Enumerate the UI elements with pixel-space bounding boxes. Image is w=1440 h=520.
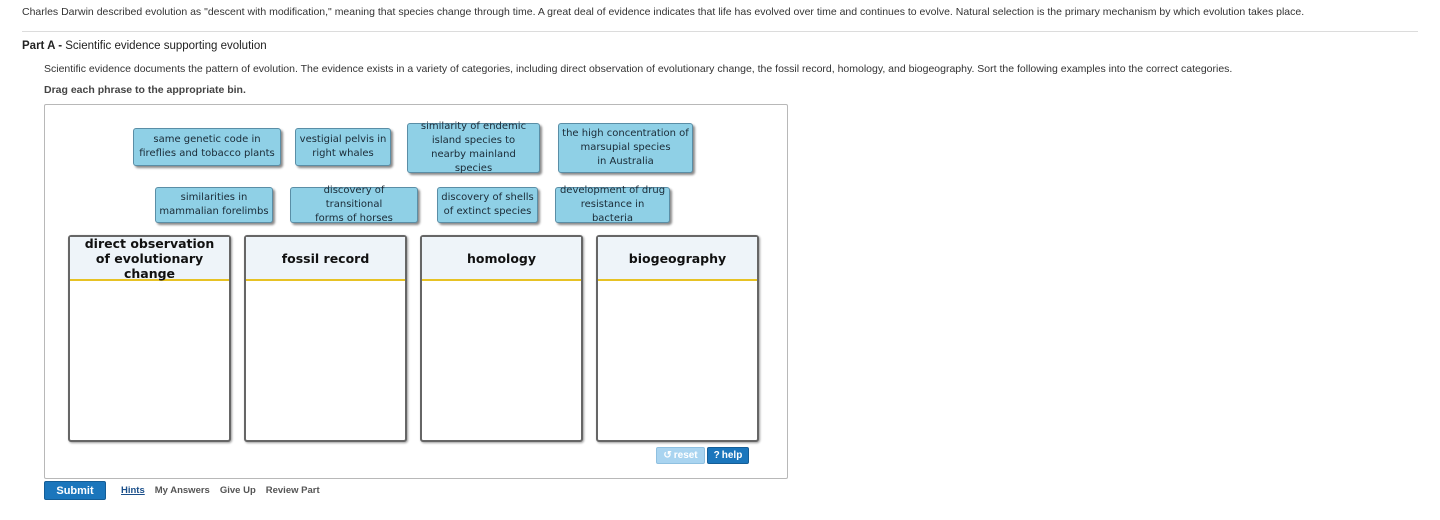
help-button[interactable] <box>707 447 749 464</box>
submit-button[interactable]: Submit <box>44 481 106 500</box>
bin-title: fossil record <box>246 237 405 281</box>
part-title <box>22 39 267 53</box>
phrase-chip[interactable]: similarity of endemic island species to nearby mainland species <box>407 123 540 173</box>
phrase-chip[interactable]: development of drug resistance in bacteria <box>555 187 670 223</box>
question-text: Scientific evidence documents the pattern of evolution. The evidence exists in a variety of categories, including direct observation of evolutionary change, the fossil record, homology, and biogeography. Sort the following examples into the correct categories. <box>44 63 1233 75</box>
phrase-chip[interactable]: similarities in mammalian forelimbs <box>155 187 273 223</box>
instruction-text: Drag each phrase to the appropriate bin. <box>44 84 246 96</box>
hints-link[interactable]: Hints <box>121 485 145 496</box>
reset-button[interactable] <box>656 447 705 464</box>
help-label: help <box>721 450 743 461</box>
bin-drop-zone[interactable] <box>598 281 757 440</box>
part-name: Scientific evidence supporting evolution <box>65 40 267 52</box>
phrase-chip[interactable]: same genetic code in fireflies and tobacco plants <box>133 128 281 166</box>
bin-fossil-record[interactable] <box>244 235 407 442</box>
answer-links <box>121 485 320 497</box>
bin-title: homology <box>422 237 581 281</box>
my-answers-link[interactable]: My Answers <box>154 485 210 496</box>
phrase-chip[interactable]: vestigial pelvis in right whales <box>295 128 391 166</box>
review-part-link[interactable]: Review Part <box>265 485 320 496</box>
section-divider <box>22 31 1418 32</box>
phrase-chip[interactable]: the high concentration of marsupial species in Australia <box>558 123 693 173</box>
give-up-link[interactable]: Give Up <box>219 485 256 496</box>
intro-text: Charles Darwin described evolution as "descent with modification," meaning that species change through time. A great deal of evidence indicates that life has evolved over time and continues to evolve. Natural selection is the primary mechanism by which evolution takes place. <box>22 6 1305 18</box>
bin-drop-zone[interactable] <box>422 281 581 440</box>
bin-drop-zone[interactable] <box>70 281 229 440</box>
bin-homology[interactable] <box>420 235 583 442</box>
phrase-chip[interactable]: discovery of transitional forms of horses <box>290 187 418 223</box>
bin-title: direct observation of evolutionary change <box>70 237 229 281</box>
reset-label: reset <box>673 450 698 461</box>
bin-direct-observation[interactable] <box>68 235 231 442</box>
bin-biogeography[interactable] <box>596 235 759 442</box>
drag-and-drop-area <box>44 104 788 479</box>
phrase-chip[interactable]: discovery of shells of extinct species <box>437 187 538 223</box>
reset-icon: ↺ <box>663 449 672 461</box>
question-icon: ? <box>713 449 720 461</box>
bin-drop-zone[interactable] <box>246 281 405 440</box>
part-label: Part A - <box>22 40 63 52</box>
bin-title: biogeography <box>598 237 757 281</box>
